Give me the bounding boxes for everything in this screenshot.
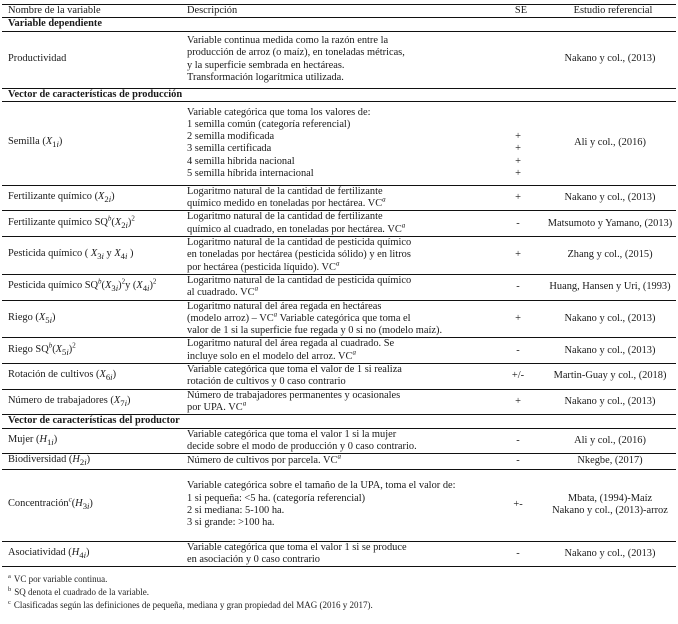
reference-study: Martin-Guay y col., (2018) bbox=[544, 364, 676, 390]
expected-sign: + bbox=[492, 389, 544, 415]
table-header-row bbox=[2, 5, 676, 18]
variable-description: Variable continua medida como la razón entre la producción de arroz (o maíz), en toneladas métricas, y la superficie sembrada en hectáreas. Transformación logarítmica utilizada. bbox=[184, 31, 492, 88]
reference-study: Nkegbe, (2017) bbox=[544, 454, 676, 469]
variable-description: Número de cultivos por parcela. $VC^a$ bbox=[184, 454, 492, 469]
variables-table bbox=[2, 4, 676, 567]
table-footnotes bbox=[2, 573, 676, 612]
variable-name: Asociatividad $(H_{4i})$ bbox=[2, 541, 184, 567]
reference-study: Huang, Hansen y Uri, (1993) bbox=[544, 274, 676, 300]
header-reference: Estudio referencial bbox=[544, 5, 676, 18]
expected-sign bbox=[492, 31, 544, 88]
variable-description: Variable categórica que toma el valor 1 si se produce en asociación y 0 caso contrario bbox=[184, 541, 492, 567]
header-description: Descripción bbox=[184, 5, 492, 18]
variable-description: Logaritmo natural del área regada en hectáreas (modelo arroz) – $VC^a$ Variable categórica que toma el valor de 1 si la superficie fue regada y 0 si no (modelo maíz). bbox=[184, 300, 492, 338]
section-row-dependent bbox=[2, 18, 676, 31]
expected-sign: - bbox=[492, 274, 544, 300]
variable-name: Riego $(X_{5i})$ bbox=[2, 300, 184, 338]
table-row-trabajadores bbox=[2, 389, 676, 415]
section-title: Vector de características del productor bbox=[2, 415, 676, 428]
expected-sign: + bbox=[492, 185, 544, 211]
table-row-biodiversidad bbox=[2, 454, 676, 469]
footnote-b: $^b$ SQ denota el cuadrado de la variable. bbox=[8, 586, 149, 598]
variable-description: Variable categórica que toma los valores de: 1 semilla común (categoría referencial) 2 semilla modificada 3 semilla certificada 4 semilla híbrida nacional 5 semilla híbrida internacional bbox=[184, 101, 492, 185]
reference-study: Nakano y col., (2013) bbox=[544, 541, 676, 567]
footnote-c: $^c$ Clasificadas según las definiciones de pequeña, mediana y gran propiedad del MAG (2016 y 2017). bbox=[8, 599, 373, 611]
table-row-fertilizante-sq bbox=[2, 211, 676, 237]
expected-sign: +/- bbox=[492, 364, 544, 390]
section-title: Variable dependiente bbox=[2, 18, 676, 31]
variable-description: Variable categórica sobre el tamaño de la UPA, toma el valor de: 1 si pequeña: <5 ha. (categoría referencial) 2 si mediana: 5-100 ha. 3 si grande: >100 ha. bbox=[184, 469, 492, 541]
reference-study: Nakano y col., (2013) bbox=[544, 389, 676, 415]
table-row-pesticida-sq bbox=[2, 274, 676, 300]
expected-sign: - bbox=[492, 541, 544, 567]
variable-description: Logaritmo natural de la cantidad de fertilizante químico al cuadrado, en toneladas por hectárea. $VC^a$ bbox=[184, 211, 492, 237]
reference-study: Ali y col., (2016) bbox=[544, 101, 676, 185]
reference-study: Matsumoto y Yamano, (2013) bbox=[544, 211, 676, 237]
header-se: SE bbox=[492, 5, 544, 18]
reference-study: Nakano y col., (2013) bbox=[544, 31, 676, 88]
variable-description: Número de trabajadores permanentes y ocasionales por UPA. $VC^a$ bbox=[184, 389, 492, 415]
table-row-asociatividad bbox=[2, 541, 676, 567]
expected-sign: - bbox=[492, 338, 544, 364]
expected-sign: + bbox=[492, 237, 544, 275]
table-row-concentracion bbox=[2, 469, 676, 541]
section-row-producer bbox=[2, 415, 676, 428]
variable-name: Riego $SQ^b(X_{5i})^2$ bbox=[2, 338, 184, 364]
table-row-riego-sq bbox=[2, 338, 676, 364]
variable-name: Fertilizante químico $SQ^b(X_{2i})^2$ bbox=[2, 211, 184, 237]
variable-description: Logaritmo natural de la cantidad de pesticida químico al cuadrado. $VC^a$ bbox=[184, 274, 492, 300]
expected-sign: + + + + bbox=[492, 101, 544, 185]
table-row-semilla bbox=[2, 101, 676, 185]
header-variable-name: Nombre de la variable bbox=[2, 5, 184, 18]
table-row-productividad bbox=[2, 31, 676, 88]
footnote-a: $^a$ VC por variable continua. bbox=[8, 573, 108, 585]
variable-description: Logaritmo natural de la cantidad de pesticida químico en toneladas por hectárea (pesticida sólido) y en litros por hectárea (pesticida líquido). $VC^a$ bbox=[184, 237, 492, 275]
expected-sign: - bbox=[492, 211, 544, 237]
reference-study: Nakano y col., (2013) bbox=[544, 300, 676, 338]
table-row-fertilizante bbox=[2, 185, 676, 211]
table-row-rotacion bbox=[2, 364, 676, 390]
reference-study: Ali y col., (2016) bbox=[544, 428, 676, 454]
variables-table-container bbox=[2, 0, 676, 612]
variable-name: Número de trabajadores $(X_{7i})$ bbox=[2, 389, 184, 415]
expected-sign: +- bbox=[492, 469, 544, 541]
variable-description: Logaritmo natural del área regada al cuadrado. Se incluye solo en el modelo del arroz. $VC^a$ bbox=[184, 338, 492, 364]
reference-study: Zhang y col., (2015) bbox=[544, 237, 676, 275]
variable-name: Biodiversidad $(H_{2i})$ bbox=[2, 454, 184, 469]
variable-name: Rotación de cultivos $(X_{6i})$ bbox=[2, 364, 184, 390]
section-title: Vector de características de producción bbox=[2, 88, 676, 101]
variable-name: Productividad bbox=[2, 31, 184, 88]
variable-description: Variable categórica que toma el valor de 1 si realiza rotación de cultivos y 0 caso contrario bbox=[184, 364, 492, 390]
table-row-mujer bbox=[2, 428, 676, 454]
table-row-pesticida bbox=[2, 237, 676, 275]
variable-name: Semilla $(X_{1i})$ bbox=[2, 101, 184, 185]
reference-study: Nakano y col., (2013) bbox=[544, 338, 676, 364]
section-row-production bbox=[2, 88, 676, 101]
reference-study: Mbata, (1994)-Maíz Nakano y col., (2013)-arroz bbox=[544, 469, 676, 541]
table-row-riego bbox=[2, 300, 676, 338]
expected-sign: + bbox=[492, 300, 544, 338]
variable-description: Logaritmo natural de la cantidad de fertilizante químico medido en toneladas por hectárea. $VC^a$ bbox=[184, 185, 492, 211]
expected-sign: - bbox=[492, 428, 544, 454]
variable-name: Pesticida químico $SQ^b(X_{3i})^2y$ $(X_{4i})^2$ bbox=[2, 274, 184, 300]
variable-name: Mujer $(H_{1i})$ bbox=[2, 428, 184, 454]
reference-study: Nakano y col., (2013) bbox=[544, 185, 676, 211]
variable-description: Variable categórica que toma el valor 1 si la mujer decide sobre el modo de producción y 0 caso contrario. bbox=[184, 428, 492, 454]
variable-name: Pesticida químico ( $X_{3i}$ y $X_{4i}$ ) bbox=[2, 237, 184, 275]
variable-name: Fertilizante químico $(X_{2i})$ bbox=[2, 185, 184, 211]
expected-sign: - bbox=[492, 454, 544, 469]
variable-name: $Concentración^c(H_{3i})$ bbox=[2, 469, 184, 541]
